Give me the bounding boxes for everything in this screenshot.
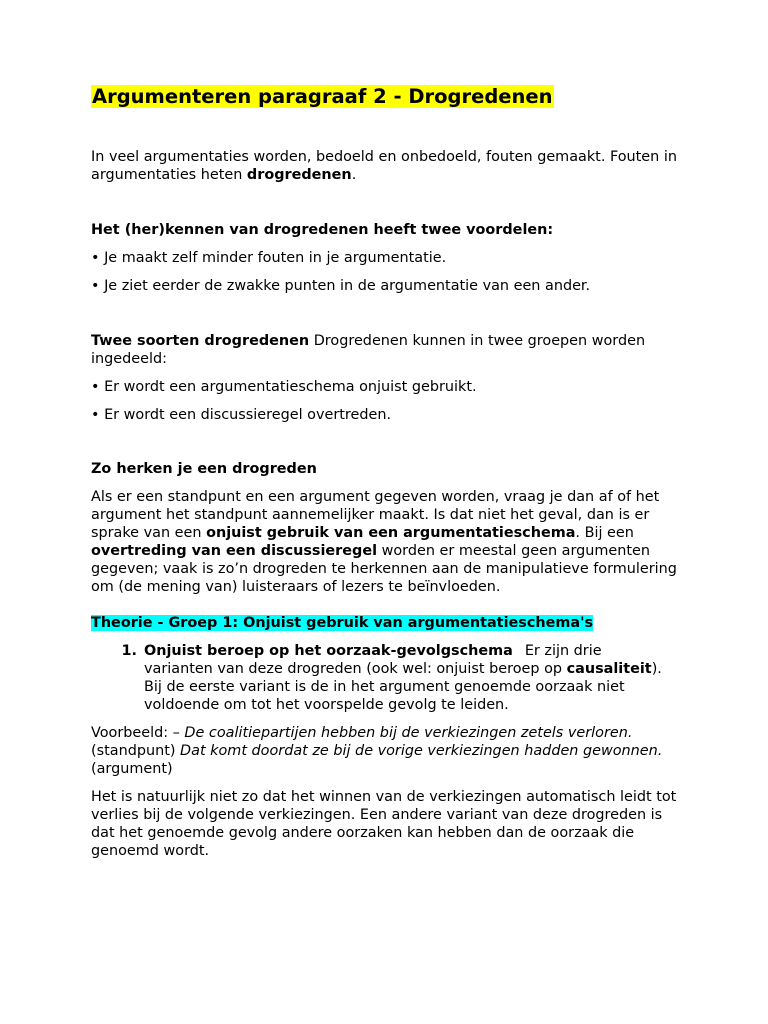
example-mid: (standpunt) — [91, 743, 181, 759]
benefit-bullet-1: • Je maakt zelf minder fouten in je argumentatie. — [91, 250, 447, 266]
closing-paragraph: Het is natuurlijk niet zo dat het winnen van de verkiezingen automatisch leidt tot verlies bij de volgende verkiezingen. Een andere variant van deze drogreden is dat het genoemde gevolg andere oorzaken kan hebben dan de oorzaak die genoemd wordt. — [91, 789, 677, 859]
example-end: (argument) — [91, 761, 173, 777]
item-text-2: ). Bij de eerste variant is de in het argument genoemde oorzaak niet voldoende om tot het voorspelde gevolg te leiden. — [144, 661, 662, 713]
example-argument: Dat komt doordat ze bij de vorige verkiezingen hadden gewonnen. — [180, 743, 663, 759]
title-highlight: Argumenteren paragraaf 2 - Drogredenen — [92, 85, 553, 108]
example-paragraph — [91, 724, 681, 778]
recognize-bold-2: overtreding van een discussieregel — [91, 543, 378, 559]
benefits-heading: Het (her)kennen van drogredenen heeft twee voordelen: — [91, 222, 554, 238]
item-number — [91, 642, 137, 714]
numbered-item-1 — [91, 642, 681, 714]
item-title: Onjuist beroep op het oorzaak-gevolgschema — [144, 643, 513, 659]
item-bold-term: causaliteit — [566, 661, 652, 677]
recognize-text-1: Als er een standpunt en een argument gegeven worden, vraag je dan af of het argument het standpunt aannemelijker maakt. Is dat niet het geval, dan is er sprake van een — [91, 489, 660, 541]
item-number-text: 1. — [121, 643, 137, 659]
recognize-text-2: . Bij een — [575, 525, 634, 541]
benefit-bullet-2: • Je ziet eerder de zwakke punten in de argumentatie van een ander. — [91, 278, 591, 294]
theory-heading-highlight: Theorie - Groep 1: Onjuist gebruik van argumentatieschema's — [91, 615, 594, 631]
example-standpoint: De coalitiepartijen hebben bij de verkiezingen zetels verloren. — [184, 725, 633, 741]
recognize-text-3: worden er meestal geen argumenten gegeven; vaak is zo’n drogreden te herkennen aan de manipulatieve formulering om (de mening van) luisteraars of lezers te beïnvloeden. — [91, 543, 677, 595]
types-paragraph — [91, 332, 681, 368]
intro-text: In veel argumentaties worden, bedoeld en onbedoeld, fouten gemaakt. Fouten in argumentaties heten — [91, 149, 677, 183]
intro-bold-term: drogredenen — [246, 167, 352, 183]
intro-paragraph — [91, 148, 681, 184]
item-body — [137, 642, 670, 714]
type-bullet-1: • Er wordt een argumentatieschema onjuist gebruikt. — [91, 379, 477, 395]
intro-period: . — [351, 167, 357, 183]
types-lead: Twee soorten drogredenen — [91, 333, 310, 349]
recognize-bold-1: onjuist gebruik van een argumentatieschema — [206, 525, 576, 541]
theory-heading — [91, 614, 681, 632]
type-bullet-2: • Er wordt een discussieregel overtreden. — [91, 407, 392, 423]
document-body — [91, 84, 681, 870]
recognize-heading: Zo herken je een drogreden — [91, 461, 317, 477]
types-text: Drogredenen kunnen in twee groepen worden ingedeeld: — [91, 333, 646, 367]
recognize-paragraph — [91, 488, 681, 596]
example-label: Voorbeeld: – — [91, 725, 185, 741]
item-text-1: Er zijn drie varianten van deze drogreden (ook wel: onjuist beroep op — [144, 643, 602, 677]
page-title — [91, 84, 681, 110]
